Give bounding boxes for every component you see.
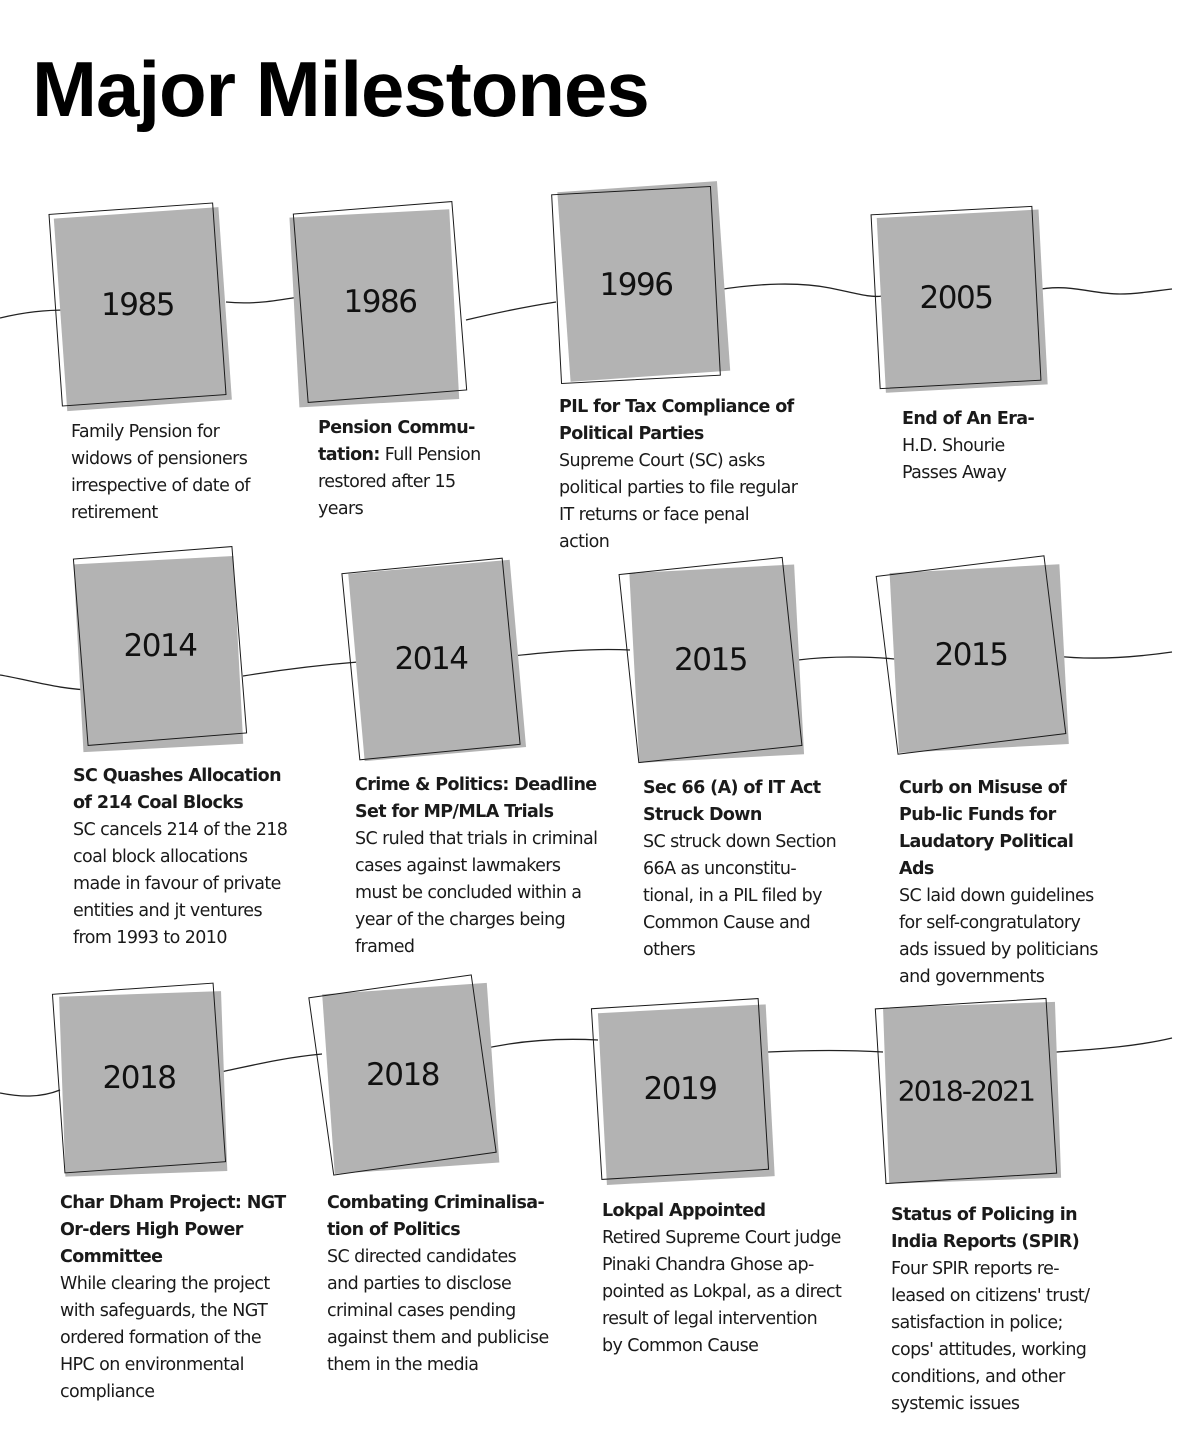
milestone-year: 1985 <box>101 286 174 323</box>
milestone-card-2015-66a <box>628 565 793 755</box>
milestone-card-2018-chardham <box>58 988 220 1168</box>
milestone-card-2018-2021 <box>880 1003 1052 1179</box>
milestone-heading: Crime & Politics: Deadline Set for MP/MLA Trials <box>355 775 597 822</box>
milestone-heading: Curb on Misuse of Pub-lic Funds for Laudatory Political Ads <box>899 778 1074 879</box>
milestone-card-1985 <box>55 208 220 401</box>
milestone-heading: Sec 66 (A) of IT Act Struck Down <box>643 778 821 825</box>
milestone-year: 1996 <box>599 267 673 303</box>
milestone-heading: Status of Policing in India Reports (SPIR) <box>891 1205 1080 1252</box>
milestone-description <box>643 775 838 964</box>
milestone-heading: End of An Era- <box>902 409 1035 429</box>
milestone-text: Supreme Court (SC) asks political parties to file regular IT returns or face penal action <box>559 451 798 552</box>
milestone-year: 2019 <box>643 1071 717 1107</box>
milestone-card-2018-criminalisation <box>320 985 485 1165</box>
milestone-description <box>327 1190 552 1379</box>
milestone-text: Family Pension for widows of pensioners irrespective of date of retirement <box>71 422 250 523</box>
milestone-heading: PIL for Tax Compliance of Political Parties <box>559 397 794 444</box>
milestone-description <box>71 419 271 527</box>
milestone-year: 1986 <box>343 284 417 320</box>
milestone-year: 2014 <box>394 641 468 677</box>
milestone-heading: Char Dham Project: NGT Or-ders High Power Committee <box>60 1193 286 1267</box>
milestone-card-2019 <box>596 1003 764 1175</box>
milestone-text: SC ruled that trials in criminal cases against lawmakers must be concluded within a year of the charges being framed <box>355 829 598 957</box>
milestone-card-2014-trials <box>350 565 512 753</box>
milestone-text: While clearing the project with safeguards, the NGT ordered formation of the HPC on environmental compliance <box>60 1274 270 1402</box>
milestone-description <box>355 772 600 961</box>
milestone-card-1986 <box>300 207 460 397</box>
milestone-text: Four SPIR reports re-leased on citizens' trust/ satisfaction in police; cops' attitudes, working conditions, and other systemic issues <box>891 1259 1090 1414</box>
milestone-year: 2005 <box>919 279 993 316</box>
milestone-heading: Combating Criminalisa-tion of Politics <box>327 1193 545 1240</box>
milestone-text: H.D. Shourie Passes Away <box>902 436 1007 483</box>
milestone-text: SC struck down Section 66A as unconstitu-tional, in a PIL filed by Common Cause and others <box>643 832 837 960</box>
milestone-text: Full Pension restored after 15 years <box>318 445 481 519</box>
milestone-description <box>891 1202 1096 1418</box>
milestone-card-2014-coal <box>80 552 240 740</box>
page-title: Major Milestones <box>32 45 649 133</box>
milestone-year: 2015 <box>674 642 747 678</box>
milestone-year: 2015 <box>934 637 1008 673</box>
milestone-card-2005 <box>875 210 1037 385</box>
milestone-heading: SC Quashes Allocation of 214 Coal Blocks <box>73 766 281 813</box>
milestone-year: 2018-2021 <box>897 1074 1035 1108</box>
milestone-card-2015-ads <box>886 565 1056 745</box>
milestone-text: SC cancels 214 of the 218 coal block allocations made in favour of private entities and jt ventures from 1993 to 2010 <box>73 820 288 948</box>
milestone-description <box>559 394 799 556</box>
milestone-description <box>602 1198 842 1360</box>
milestone-year: 2018 <box>366 1057 439 1093</box>
milestone-heading: Pension Commu-tation: <box>318 418 475 465</box>
milestone-year: 2014 <box>123 628 197 664</box>
milestone-year: 2018 <box>102 1060 176 1096</box>
milestone-text: Retired Supreme Court judge Pinaki Chandra Ghose ap-pointed as Lokpal, as a direct result of legal intervention by Common Cause <box>602 1228 842 1356</box>
milestone-card-1996 <box>556 190 716 380</box>
milestone-description <box>60 1190 300 1406</box>
milestone-description <box>318 415 503 523</box>
milestone-text: SC directed candidates and parties to disclose criminal cases pending against them and publicise them in the media <box>327 1247 549 1375</box>
milestone-description <box>902 406 1042 487</box>
milestone-text: SC laid down guidelines for self-congratulatory ads issued by politicians and governments <box>899 886 1098 987</box>
milestone-description <box>73 763 288 952</box>
milestone-heading: Lokpal Appointed <box>602 1201 766 1221</box>
milestone-description <box>899 775 1099 991</box>
